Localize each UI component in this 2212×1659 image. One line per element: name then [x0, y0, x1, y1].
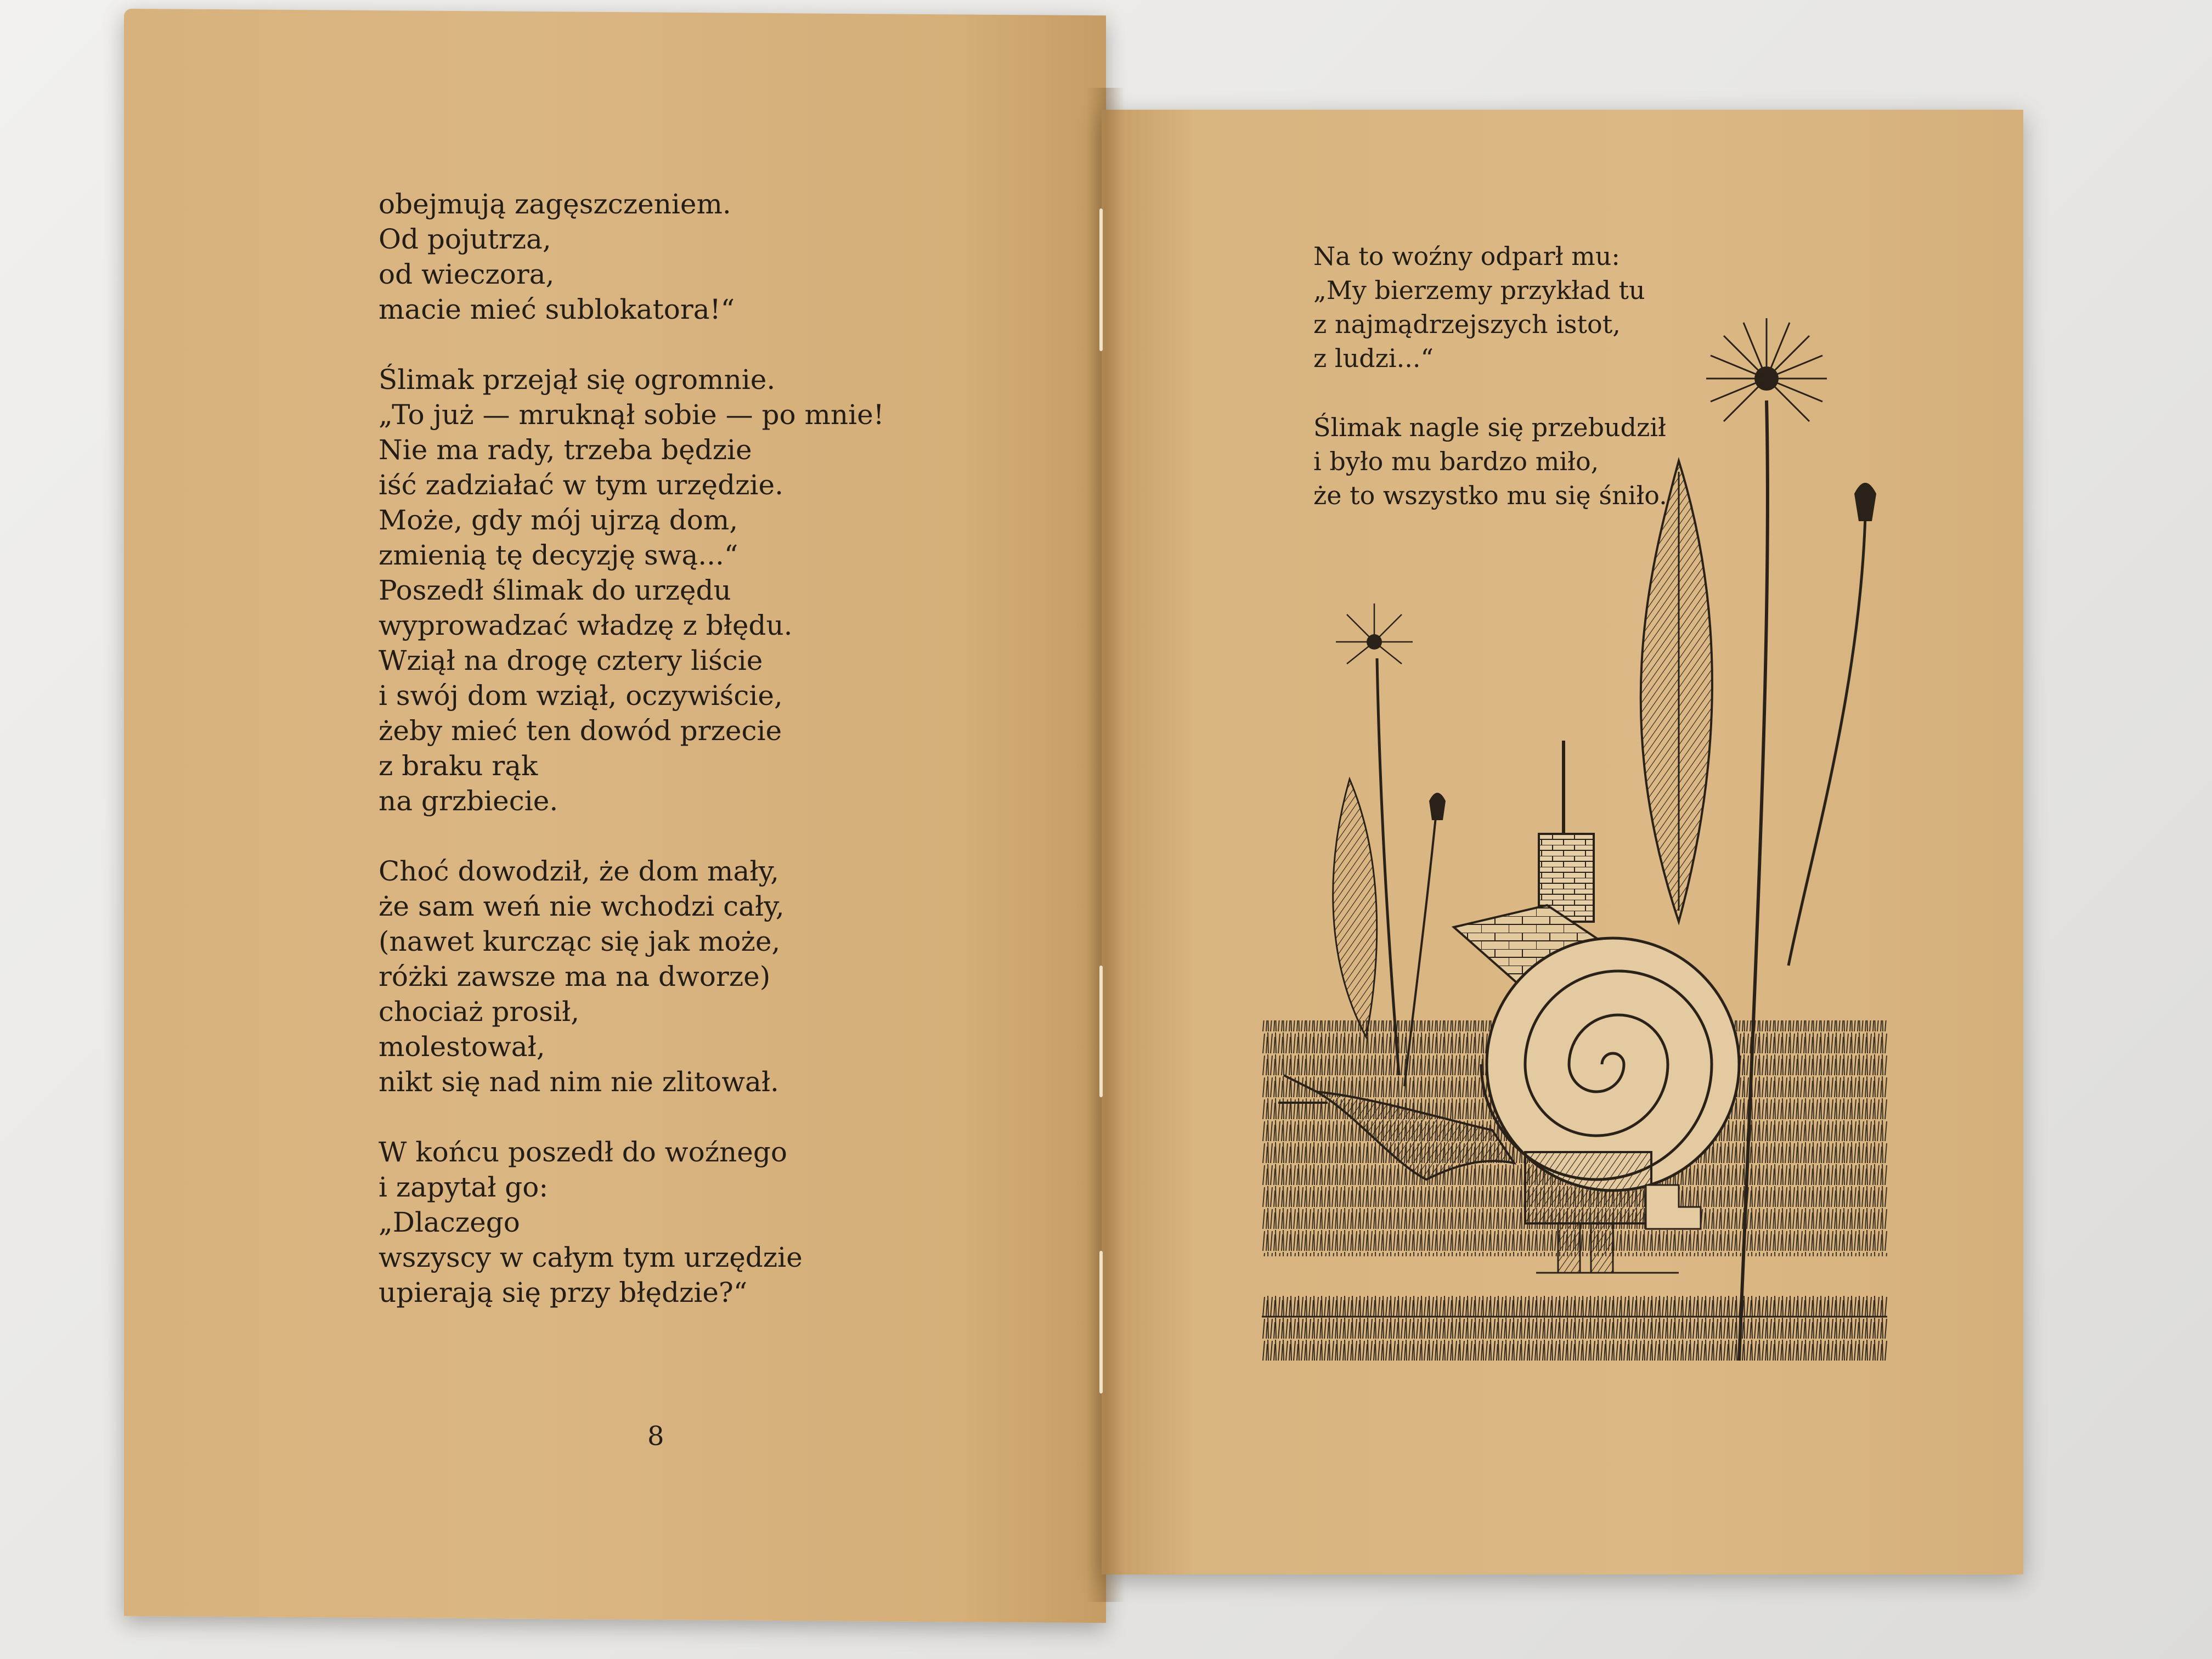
stanza — [379, 362, 884, 819]
poem-line: Od pojutrza, — [379, 223, 551, 255]
poem-line: Może, gdy mój ujrzą dom, — [379, 504, 738, 536]
poem-line: „To już — mruknął sobie — po mnie! — [379, 399, 884, 431]
poem-line: Poszedł ślimak do urzędu — [379, 574, 731, 606]
poem-line: iść zadziałać w tym urzędzie. — [379, 469, 783, 501]
poem-line: zmienią tę decyzję swą...“ — [379, 539, 738, 571]
page-number: 8 — [647, 1421, 664, 1452]
poem-line: i swój dom wziął, oczywiście, — [379, 680, 783, 712]
poem-line: wszyscy w całym tym urzędzie — [379, 1242, 803, 1273]
poem-line: macie mieć sublokatora!“ — [379, 294, 735, 325]
poem-line: Nie ma rady, trzeba będzie — [379, 434, 752, 466]
poem-line: i zapytał go: — [379, 1171, 549, 1203]
poem-line: „My bierzemy przykład tu — [1313, 275, 1645, 305]
poem-line: molestował, — [379, 1031, 545, 1063]
stanza — [379, 854, 884, 1099]
poem-line: żeby mieć ten dowód przecie — [379, 715, 782, 747]
poem-line: że sam weń nie wchodzi cały, — [379, 890, 785, 922]
poem-line: obejmują zagęszczeniem. — [379, 188, 731, 220]
binding-stitch — [1099, 208, 1103, 351]
stanza — [379, 1135, 884, 1310]
poem-line: Choć dowodził, że dom mały, — [379, 855, 779, 887]
poem-line: z najmądrzejszych istot, — [1313, 309, 1621, 339]
poem-line: chociaż prosił, — [379, 996, 580, 1028]
binding-stitch — [1099, 1251, 1103, 1393]
poem-line: od wieczora, — [379, 258, 555, 290]
poem-line: różki zawsze ma na dworze) — [379, 961, 771, 992]
poem-line: z braku rąk — [379, 750, 538, 782]
snail-house-illustration — [1262, 307, 1887, 1372]
poem-line: że to wszystko mu się śniło. — [1313, 481, 1667, 510]
poem-line: Wziął na drogę cztery liście — [379, 645, 763, 676]
poem-line: i było mu bardzo miło, — [1313, 447, 1599, 476]
poem-line: Ślimak nagle się przebudził — [1313, 413, 1666, 442]
stanza — [379, 187, 884, 327]
poem-line: wyprowadzać władzę z błędu. — [379, 610, 793, 641]
left-page-poem — [379, 187, 884, 1345]
poem-line: W końcu poszedł do woźnego — [379, 1136, 787, 1168]
binding-stitch — [1099, 966, 1103, 1097]
poem-line: Na to woźny odparł mu: — [1313, 241, 1620, 271]
poem-line: Ślimak przejął się ogromnie. — [379, 364, 776, 396]
poem-line: z ludzi...“ — [1313, 343, 1434, 373]
poem-line: na grzbiecie. — [379, 785, 558, 817]
poem-line: „Dlaczego — [379, 1206, 520, 1238]
poem-line: (nawet kurcząc się jak może, — [379, 926, 781, 957]
poem-line: upierają się przy błędzie?“ — [379, 1277, 748, 1308]
book-gutter — [1086, 88, 1125, 1602]
poem-line: nikt się nad nim nie zlitował. — [379, 1066, 779, 1098]
